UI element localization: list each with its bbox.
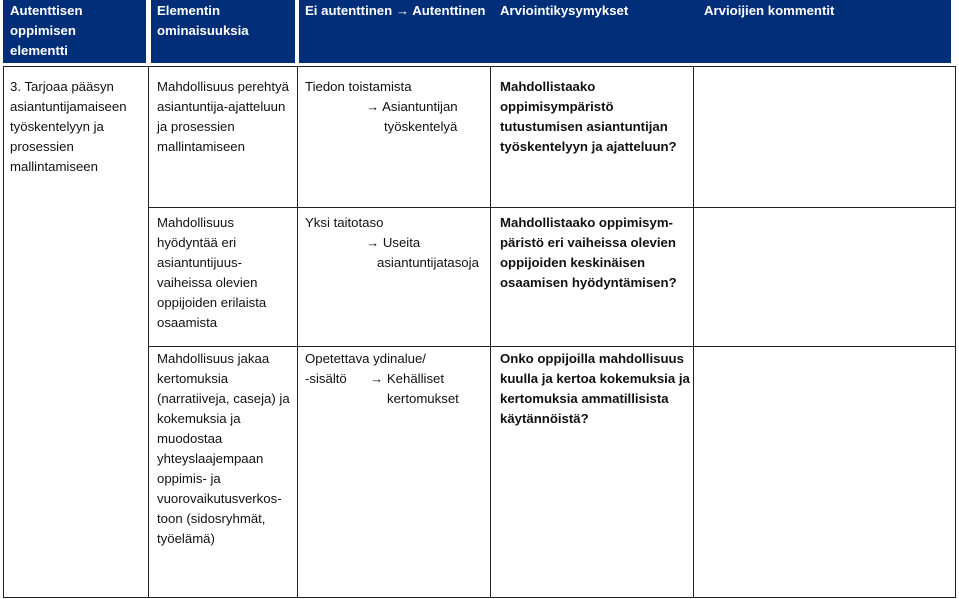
feature-text: Mahdollisuus perehtyä bbox=[157, 79, 289, 94]
table-border-bottom bbox=[3, 597, 956, 598]
header-features-line: Elementin bbox=[157, 3, 221, 18]
feature-text: vuorovaikutusverkos- bbox=[157, 491, 282, 506]
header-element-line: Autenttisen bbox=[10, 3, 83, 18]
scale-text: Tiedon toistamista bbox=[305, 79, 412, 94]
feature-text: (narratiiveja, caseja) ja bbox=[157, 391, 290, 406]
question-text: Onko oppijoilla mahdollisuus bbox=[500, 351, 684, 366]
scale-text: → Kehälliset bbox=[370, 371, 445, 386]
scale-text: → Asiantuntijan bbox=[366, 99, 458, 114]
feature-text: muodostaa bbox=[157, 431, 223, 446]
table-border-left bbox=[3, 66, 4, 598]
element-text: prosessien bbox=[10, 139, 74, 154]
feature-text: Mahdollisuus jakaa bbox=[157, 351, 270, 366]
question-text: käytännöistä? bbox=[500, 411, 589, 426]
row-divider bbox=[148, 346, 956, 347]
element-cell-line bbox=[10, 77, 114, 97]
element-text: asiantuntijamaiseen bbox=[10, 99, 127, 114]
scale-text: -sisältö bbox=[305, 371, 347, 386]
scale-text: Yksi taitotaso bbox=[305, 215, 384, 230]
feature-text: työelämä) bbox=[157, 531, 215, 546]
column-divider bbox=[693, 66, 694, 598]
feature-text: mallintamiseen bbox=[157, 139, 245, 154]
question-text: kuulla ja kertoa kokemuksia ja bbox=[500, 371, 690, 386]
question-text: työskentelyyn ja ajatteluun? bbox=[500, 139, 677, 154]
header-scale: Ei autenttinen → Autenttinen bbox=[305, 3, 486, 18]
feature-text: asiantuntija-ajatteluun bbox=[157, 99, 286, 114]
column-divider bbox=[490, 66, 491, 598]
header-element-line: elementti bbox=[10, 43, 68, 58]
scale-text: Opetettava ydinalue/ bbox=[305, 351, 426, 366]
element-text: mallintamiseen bbox=[10, 159, 98, 174]
feature-text: Mahdollisuus bbox=[157, 215, 234, 230]
feature-text: toon (sidosryhmät, bbox=[157, 511, 266, 526]
element-cell-line bbox=[10, 117, 104, 137]
element-number: 3. bbox=[10, 79, 21, 94]
row-divider bbox=[148, 207, 956, 208]
feature-text: oppimis- ja bbox=[157, 471, 221, 486]
scale-text: kertomukset bbox=[387, 391, 459, 406]
question-text: oppimisympäristö bbox=[500, 99, 614, 114]
scale-text: työskentelyä bbox=[384, 119, 458, 134]
feature-text: osaamista bbox=[157, 315, 218, 330]
feature-text: kertomuksia bbox=[157, 371, 229, 386]
question-text: osaamisen hyödyntämisen? bbox=[500, 275, 677, 290]
question-text: Mahdollistaako oppimisym- bbox=[500, 215, 673, 230]
question-text: tutustumisen asiantuntijan bbox=[500, 119, 668, 134]
header-features-line: ominaisuuksia bbox=[157, 23, 249, 38]
question-text: oppijoiden keskinäisen bbox=[500, 255, 646, 270]
question-text: päristö eri vaiheissa olevien bbox=[500, 235, 676, 250]
question-text: Mahdollistaako bbox=[500, 79, 596, 94]
column-divider bbox=[148, 66, 149, 598]
element-text: työskentelyyn bbox=[10, 119, 90, 134]
element-text: ja bbox=[93, 119, 104, 134]
question-text: kertomuksia ammatillisista bbox=[500, 391, 669, 406]
element-text: Tarjoaa pääsyn bbox=[24, 79, 114, 94]
scale-text: asiantuntijatasoja bbox=[377, 255, 479, 270]
feature-text: hyödyntää eri bbox=[157, 235, 237, 250]
scale-text: → Useita bbox=[366, 235, 421, 250]
feature-text: ja prosessien bbox=[157, 119, 235, 134]
column-divider bbox=[297, 66, 298, 598]
header-questions: Arviointikysymykset bbox=[500, 3, 629, 18]
table-border-right bbox=[955, 66, 956, 598]
feature-text: asiantuntijuus- bbox=[157, 255, 243, 270]
row-divider bbox=[3, 66, 956, 67]
feature-text: yhteyslaajempaan bbox=[157, 451, 264, 466]
header-comments: Arvioijien kommentit bbox=[704, 3, 835, 18]
feature-text: oppijoiden erilaista bbox=[157, 295, 267, 310]
feature-text: vaiheissa olevien bbox=[157, 275, 258, 290]
header-element-line: oppimisen bbox=[10, 23, 76, 38]
feature-text: kokemuksia ja bbox=[157, 411, 241, 426]
